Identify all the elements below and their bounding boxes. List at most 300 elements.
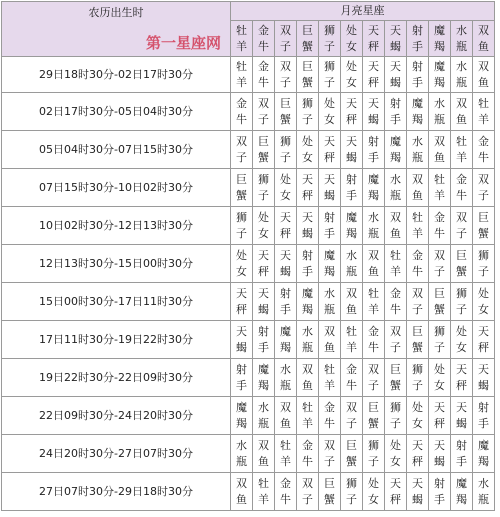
- period-cell: 15日00时30分-17日11时30分: [2, 283, 231, 321]
- moon-sign-table: [1, 1, 495, 511]
- sign-char: 处: [456, 324, 467, 338]
- sign-cell: [429, 321, 451, 359]
- sign-char: 子: [434, 264, 445, 278]
- sign-char: 双: [478, 172, 489, 186]
- sign-char: 狮: [346, 476, 357, 490]
- sign-cell: [275, 207, 297, 245]
- sign-cell: [429, 57, 451, 93]
- sign-cell: [341, 245, 363, 283]
- sign-cell: [385, 207, 407, 245]
- moon-sign-header-label: 月亮星座: [340, 4, 385, 17]
- sign-char: 金: [258, 59, 269, 73]
- sign-char: 巨: [434, 286, 445, 300]
- sign-char: 鱼: [236, 492, 247, 506]
- sign-char: 瓶: [236, 454, 247, 468]
- sign-char: 巨: [302, 23, 313, 37]
- sign-char: 天: [390, 476, 401, 490]
- sign-char: 双: [302, 476, 313, 490]
- sign-cell: [297, 245, 319, 283]
- table-row: [2, 435, 495, 473]
- sign-cell: [253, 473, 275, 511]
- sign-cell: [341, 169, 363, 207]
- sign-char: 女: [346, 39, 357, 53]
- sign-cell: [385, 473, 407, 511]
- sign-char: 金: [258, 23, 269, 37]
- sign-char: 牛: [324, 416, 335, 430]
- sign-char: 牛: [302, 454, 313, 468]
- sign-char: 手: [412, 39, 423, 53]
- sign-char: 双: [368, 248, 379, 262]
- sign-char: 秤: [368, 39, 379, 53]
- sign-char: 处: [346, 23, 357, 37]
- sign-cell: [429, 169, 451, 207]
- sign-char: 狮: [456, 286, 467, 300]
- sign-char: 蟹: [236, 188, 247, 202]
- sign-char: 牛: [390, 302, 401, 316]
- sign-char: 双: [258, 96, 269, 110]
- sign-char: 双: [412, 172, 423, 186]
- sign-char: 鱼: [368, 264, 379, 278]
- sign-header-cell: [231, 21, 253, 57]
- sign-char: 子: [258, 112, 269, 126]
- period-cell: 24日20时30分-27日07时30分: [2, 435, 231, 473]
- sign-cell: [407, 169, 429, 207]
- sign-char: 瓶: [390, 188, 401, 202]
- sign-char: 手: [302, 264, 313, 278]
- sign-char: 女: [368, 492, 379, 506]
- sign-char: 狮: [258, 172, 269, 186]
- sign-char: 羊: [236, 75, 247, 89]
- sign-char: 水: [236, 438, 247, 452]
- sign-cell: [429, 207, 451, 245]
- sign-cell: [253, 321, 275, 359]
- sign-char: 射: [368, 134, 379, 148]
- sign-char: 子: [324, 454, 335, 468]
- sign-char: 秤: [390, 492, 401, 506]
- sign-cell: [407, 435, 429, 473]
- sign-char: 双: [434, 248, 445, 262]
- sign-cell: [407, 397, 429, 435]
- sign-char: 牡: [368, 286, 379, 300]
- sign-char: 鱼: [324, 340, 335, 354]
- sign-char: 金: [434, 210, 445, 224]
- sign-char: 蝎: [412, 492, 423, 506]
- sign-char: 秤: [346, 112, 357, 126]
- sign-char: 巨: [280, 96, 291, 110]
- sign-cell: [319, 359, 341, 397]
- sign-char: 秤: [324, 150, 335, 164]
- sign-char: 金: [346, 362, 357, 376]
- sign-char: 瓶: [346, 264, 357, 278]
- sign-char: 羊: [434, 188, 445, 202]
- sign-char: 羯: [434, 75, 445, 89]
- sign-char: 鱼: [390, 226, 401, 240]
- sign-cell: [429, 93, 451, 131]
- sign-char: 双: [346, 400, 357, 414]
- sign-cell: [385, 321, 407, 359]
- sign-char: 羯: [434, 39, 445, 53]
- sign-cell: [253, 93, 275, 131]
- sign-char: 羊: [412, 226, 423, 240]
- sign-char: 瓶: [258, 416, 269, 430]
- sign-cell: [319, 93, 341, 131]
- sign-char: 魔: [478, 438, 489, 452]
- sign-char: 狮: [412, 362, 423, 376]
- sign-char: 魔: [302, 286, 313, 300]
- sign-cell: [451, 397, 473, 435]
- sign-char: 牛: [456, 188, 467, 202]
- sign-cell: [473, 283, 495, 321]
- sign-char: 子: [478, 188, 489, 202]
- sign-char: 水: [368, 210, 379, 224]
- sign-char: 魔: [456, 476, 467, 490]
- table-row: [2, 131, 495, 169]
- sign-char: 蟹: [456, 264, 467, 278]
- sign-char: 水: [324, 286, 335, 300]
- sign-char: 子: [302, 492, 313, 506]
- sign-char: 牡: [478, 96, 489, 110]
- sign-cell: [451, 473, 473, 511]
- sign-cell: [363, 321, 385, 359]
- sign-char: 子: [280, 150, 291, 164]
- sign-header-cell: [451, 21, 473, 57]
- sign-char: 魔: [324, 248, 335, 262]
- sign-char: 女: [390, 454, 401, 468]
- sign-cell: [253, 131, 275, 169]
- sign-cell: [253, 283, 275, 321]
- sign-char: 秤: [434, 416, 445, 430]
- sign-cell: [385, 57, 407, 93]
- sign-char: 蝎: [324, 188, 335, 202]
- sign-cell: [429, 473, 451, 511]
- sign-char: 子: [280, 75, 291, 89]
- sign-char: 瓶: [412, 150, 423, 164]
- sign-char: 金: [324, 400, 335, 414]
- sign-header-cell: [363, 21, 385, 57]
- sign-cell: [253, 397, 275, 435]
- sign-char: 子: [302, 112, 313, 126]
- period-cell: 10日02时30分-12日13时30分: [2, 207, 231, 245]
- table-row: [2, 93, 495, 131]
- sign-char: 瓶: [478, 492, 489, 506]
- sign-char: 水: [346, 248, 357, 262]
- period-cell: 05日04时30分-07日15时30分: [2, 131, 231, 169]
- sign-cell: [297, 93, 319, 131]
- sign-char: 天: [368, 23, 379, 37]
- sign-char: 子: [412, 378, 423, 392]
- sign-char: 羯: [302, 302, 313, 316]
- sign-char: 蝎: [456, 416, 467, 430]
- sign-char: 天: [478, 362, 489, 376]
- sign-cell: [407, 93, 429, 131]
- sign-char: 牡: [346, 324, 357, 338]
- sign-char: 鱼: [346, 302, 357, 316]
- sign-char: 羯: [478, 454, 489, 468]
- sign-char: 鱼: [434, 150, 445, 164]
- sign-char: 狮: [390, 400, 401, 414]
- sign-char: 双: [456, 210, 467, 224]
- sign-cell: [275, 473, 297, 511]
- sign-char: 天: [346, 96, 357, 110]
- sign-cell: [275, 169, 297, 207]
- sign-char: 双: [236, 476, 247, 490]
- sign-char: 秤: [478, 340, 489, 354]
- sign-cell: [407, 283, 429, 321]
- sign-char: 羊: [346, 340, 357, 354]
- sign-char: 双: [390, 324, 401, 338]
- sign-cell: [231, 359, 253, 397]
- sign-cell: [363, 93, 385, 131]
- table-row: [2, 359, 495, 397]
- sign-cell: [385, 283, 407, 321]
- sign-char: 子: [346, 416, 357, 430]
- sign-char: 处: [368, 476, 379, 490]
- sign-char: 鱼: [412, 188, 423, 202]
- sign-char: 蝎: [302, 226, 313, 240]
- sign-char: 牛: [346, 378, 357, 392]
- sign-cell: [231, 57, 253, 93]
- sign-char: 魔: [390, 134, 401, 148]
- sign-char: 蝎: [390, 75, 401, 89]
- sign-char: 子: [390, 416, 401, 430]
- sign-char: 秤: [258, 264, 269, 278]
- period-cell: 27日07时30分-29日18时30分: [2, 473, 231, 511]
- sign-cell: [297, 435, 319, 473]
- sign-cell: [275, 397, 297, 435]
- sign-char: 双: [456, 96, 467, 110]
- sign-cell: [473, 245, 495, 283]
- sign-char: 瓶: [434, 112, 445, 126]
- sign-char: 手: [324, 226, 335, 240]
- sign-char: 射: [302, 248, 313, 262]
- sign-cell: [231, 169, 253, 207]
- sign-cell: [451, 435, 473, 473]
- sign-char: 蝎: [236, 340, 247, 354]
- sign-cell: [319, 321, 341, 359]
- sign-cell: [297, 169, 319, 207]
- sign-char: 鱼: [456, 112, 467, 126]
- sign-cell: [275, 57, 297, 93]
- sign-char: 双: [280, 400, 291, 414]
- sign-char: 牛: [280, 492, 291, 506]
- sign-char: 射: [236, 362, 247, 376]
- sign-char: 处: [258, 210, 269, 224]
- sign-char: 金: [456, 172, 467, 186]
- sign-char: 子: [324, 75, 335, 89]
- sign-char: 双: [324, 324, 335, 338]
- sign-header-cell: [385, 21, 407, 57]
- sign-char: 射: [390, 96, 401, 110]
- sign-char: 天: [324, 134, 335, 148]
- sign-cell: [297, 207, 319, 245]
- sign-cell: [363, 245, 385, 283]
- sign-char: 秤: [456, 378, 467, 392]
- sign-char: 天: [368, 96, 379, 110]
- sign-char: 蟹: [434, 302, 445, 316]
- sign-cell: [297, 131, 319, 169]
- sign-char: 蟹: [346, 454, 357, 468]
- sign-cell: [253, 245, 275, 283]
- sign-char: 秤: [280, 226, 291, 240]
- sign-cell: [407, 131, 429, 169]
- sign-cell: [341, 397, 363, 435]
- sign-char: 牡: [236, 23, 247, 37]
- sign-header-cell: [253, 21, 275, 57]
- sign-char: 手: [236, 378, 247, 392]
- table-row: [2, 473, 495, 511]
- sign-cell: [363, 435, 385, 473]
- sign-char: 子: [346, 492, 357, 506]
- sign-char: 双: [280, 23, 291, 37]
- sign-cell: [473, 321, 495, 359]
- sign-cell: [297, 283, 319, 321]
- sign-char: 双: [434, 134, 445, 148]
- sign-cell: [341, 321, 363, 359]
- sign-char: 蟹: [368, 416, 379, 430]
- period-cell: 07日15时30分-10日02时30分: [2, 169, 231, 207]
- sign-cell: [319, 57, 341, 93]
- period-cell: 02日17时30分-05日04时30分: [2, 93, 231, 131]
- sign-cell: [275, 93, 297, 131]
- sign-char: 牛: [434, 226, 445, 240]
- sign-char: 射: [412, 59, 423, 73]
- birth-time-header-label: 农历出生时: [88, 6, 144, 19]
- sign-char: 射: [434, 476, 445, 490]
- sign-char: 子: [368, 454, 379, 468]
- sign-char: 蝎: [390, 39, 401, 53]
- sign-char: 子: [456, 302, 467, 316]
- sign-char: 女: [478, 302, 489, 316]
- sign-char: 女: [302, 150, 313, 164]
- table-row: [2, 245, 495, 283]
- sign-header-cell: [407, 21, 429, 57]
- sign-char: 蟹: [390, 378, 401, 392]
- sign-char: 天: [390, 23, 401, 37]
- sign-char: 手: [280, 302, 291, 316]
- sign-char: 羊: [324, 378, 335, 392]
- sign-char: 秤: [412, 454, 423, 468]
- sign-char: 天: [456, 400, 467, 414]
- sign-cell: [429, 359, 451, 397]
- sign-char: 子: [324, 39, 335, 53]
- sign-cell: [231, 397, 253, 435]
- sign-char: 鱼: [478, 75, 489, 89]
- sign-char: 巨: [478, 210, 489, 224]
- sign-char: 天: [280, 248, 291, 262]
- sign-char: 双: [368, 362, 379, 376]
- sign-char: 蝎: [346, 150, 357, 164]
- sign-cell: [253, 207, 275, 245]
- sign-char: 羯: [258, 378, 269, 392]
- sign-cell: [253, 169, 275, 207]
- sign-cell: [275, 359, 297, 397]
- sign-char: 羯: [390, 150, 401, 164]
- sign-char: 女: [236, 264, 247, 278]
- sign-cell: [231, 321, 253, 359]
- sign-char: 羊: [236, 39, 247, 53]
- sign-char: 射: [412, 23, 423, 37]
- sign-cell: [473, 359, 495, 397]
- sign-char: 金: [280, 476, 291, 490]
- sign-cell: [473, 435, 495, 473]
- sign-char: 鱼: [280, 416, 291, 430]
- sign-char: 女: [324, 112, 335, 126]
- sign-char: 水: [434, 96, 445, 110]
- period-cell: 19日22时30分-22日09时30分: [2, 359, 231, 397]
- sign-cell: [473, 131, 495, 169]
- sign-char: 手: [390, 112, 401, 126]
- sign-char: 羊: [258, 492, 269, 506]
- sign-cell: [341, 435, 363, 473]
- table-row: [2, 207, 495, 245]
- sign-char: 子: [412, 302, 423, 316]
- sign-char: 水: [456, 23, 467, 37]
- sign-cell: [275, 435, 297, 473]
- sign-char: 射: [346, 172, 357, 186]
- sign-header-cell: [473, 21, 495, 57]
- sign-char: 蟹: [412, 340, 423, 354]
- sign-char: 羯: [280, 340, 291, 354]
- sign-cell: [253, 435, 275, 473]
- sign-char: 手: [346, 188, 357, 202]
- sign-char: 手: [434, 492, 445, 506]
- sign-char: 天: [302, 172, 313, 186]
- sign-cell: [319, 435, 341, 473]
- birth-time-header: [2, 2, 231, 57]
- sign-cell: [385, 359, 407, 397]
- sign-char: 水: [412, 134, 423, 148]
- sign-char: 狮: [478, 248, 489, 262]
- sign-char: 处: [280, 172, 291, 186]
- sign-char: 天: [434, 438, 445, 452]
- sign-char: 射: [324, 210, 335, 224]
- sign-cell: [385, 169, 407, 207]
- sign-char: 天: [302, 210, 313, 224]
- sign-char: 巨: [456, 248, 467, 262]
- sign-char: 羯: [324, 264, 335, 278]
- sign-char: 蝎: [368, 112, 379, 126]
- sign-char: 天: [478, 324, 489, 338]
- sign-char: 天: [258, 286, 269, 300]
- sign-char: 双: [280, 59, 291, 73]
- sign-char: 狮: [236, 210, 247, 224]
- sign-char: 牛: [236, 112, 247, 126]
- sign-cell: [275, 245, 297, 283]
- sign-cell: [407, 321, 429, 359]
- table-row: [2, 397, 495, 435]
- sign-char: 双: [258, 438, 269, 452]
- sign-char: 子: [258, 188, 269, 202]
- sign-char: 子: [236, 226, 247, 240]
- sign-char: 天: [412, 476, 423, 490]
- sign-header-cell: [429, 21, 451, 57]
- sign-char: 天: [434, 400, 445, 414]
- sign-cell: [363, 359, 385, 397]
- sign-char: 女: [412, 416, 423, 430]
- sign-cell: [275, 321, 297, 359]
- sign-char: 处: [302, 134, 313, 148]
- sign-char: 蝎: [280, 264, 291, 278]
- watermark-logo: 第一星座网: [146, 34, 222, 52]
- sign-char: 牡: [412, 210, 423, 224]
- sign-char: 金: [302, 438, 313, 452]
- sign-cell: [231, 283, 253, 321]
- sign-char: 金: [368, 324, 379, 338]
- sign-char: 巨: [302, 59, 313, 73]
- sign-char: 巨: [390, 362, 401, 376]
- sign-char: 女: [280, 188, 291, 202]
- sign-cell: [407, 473, 429, 511]
